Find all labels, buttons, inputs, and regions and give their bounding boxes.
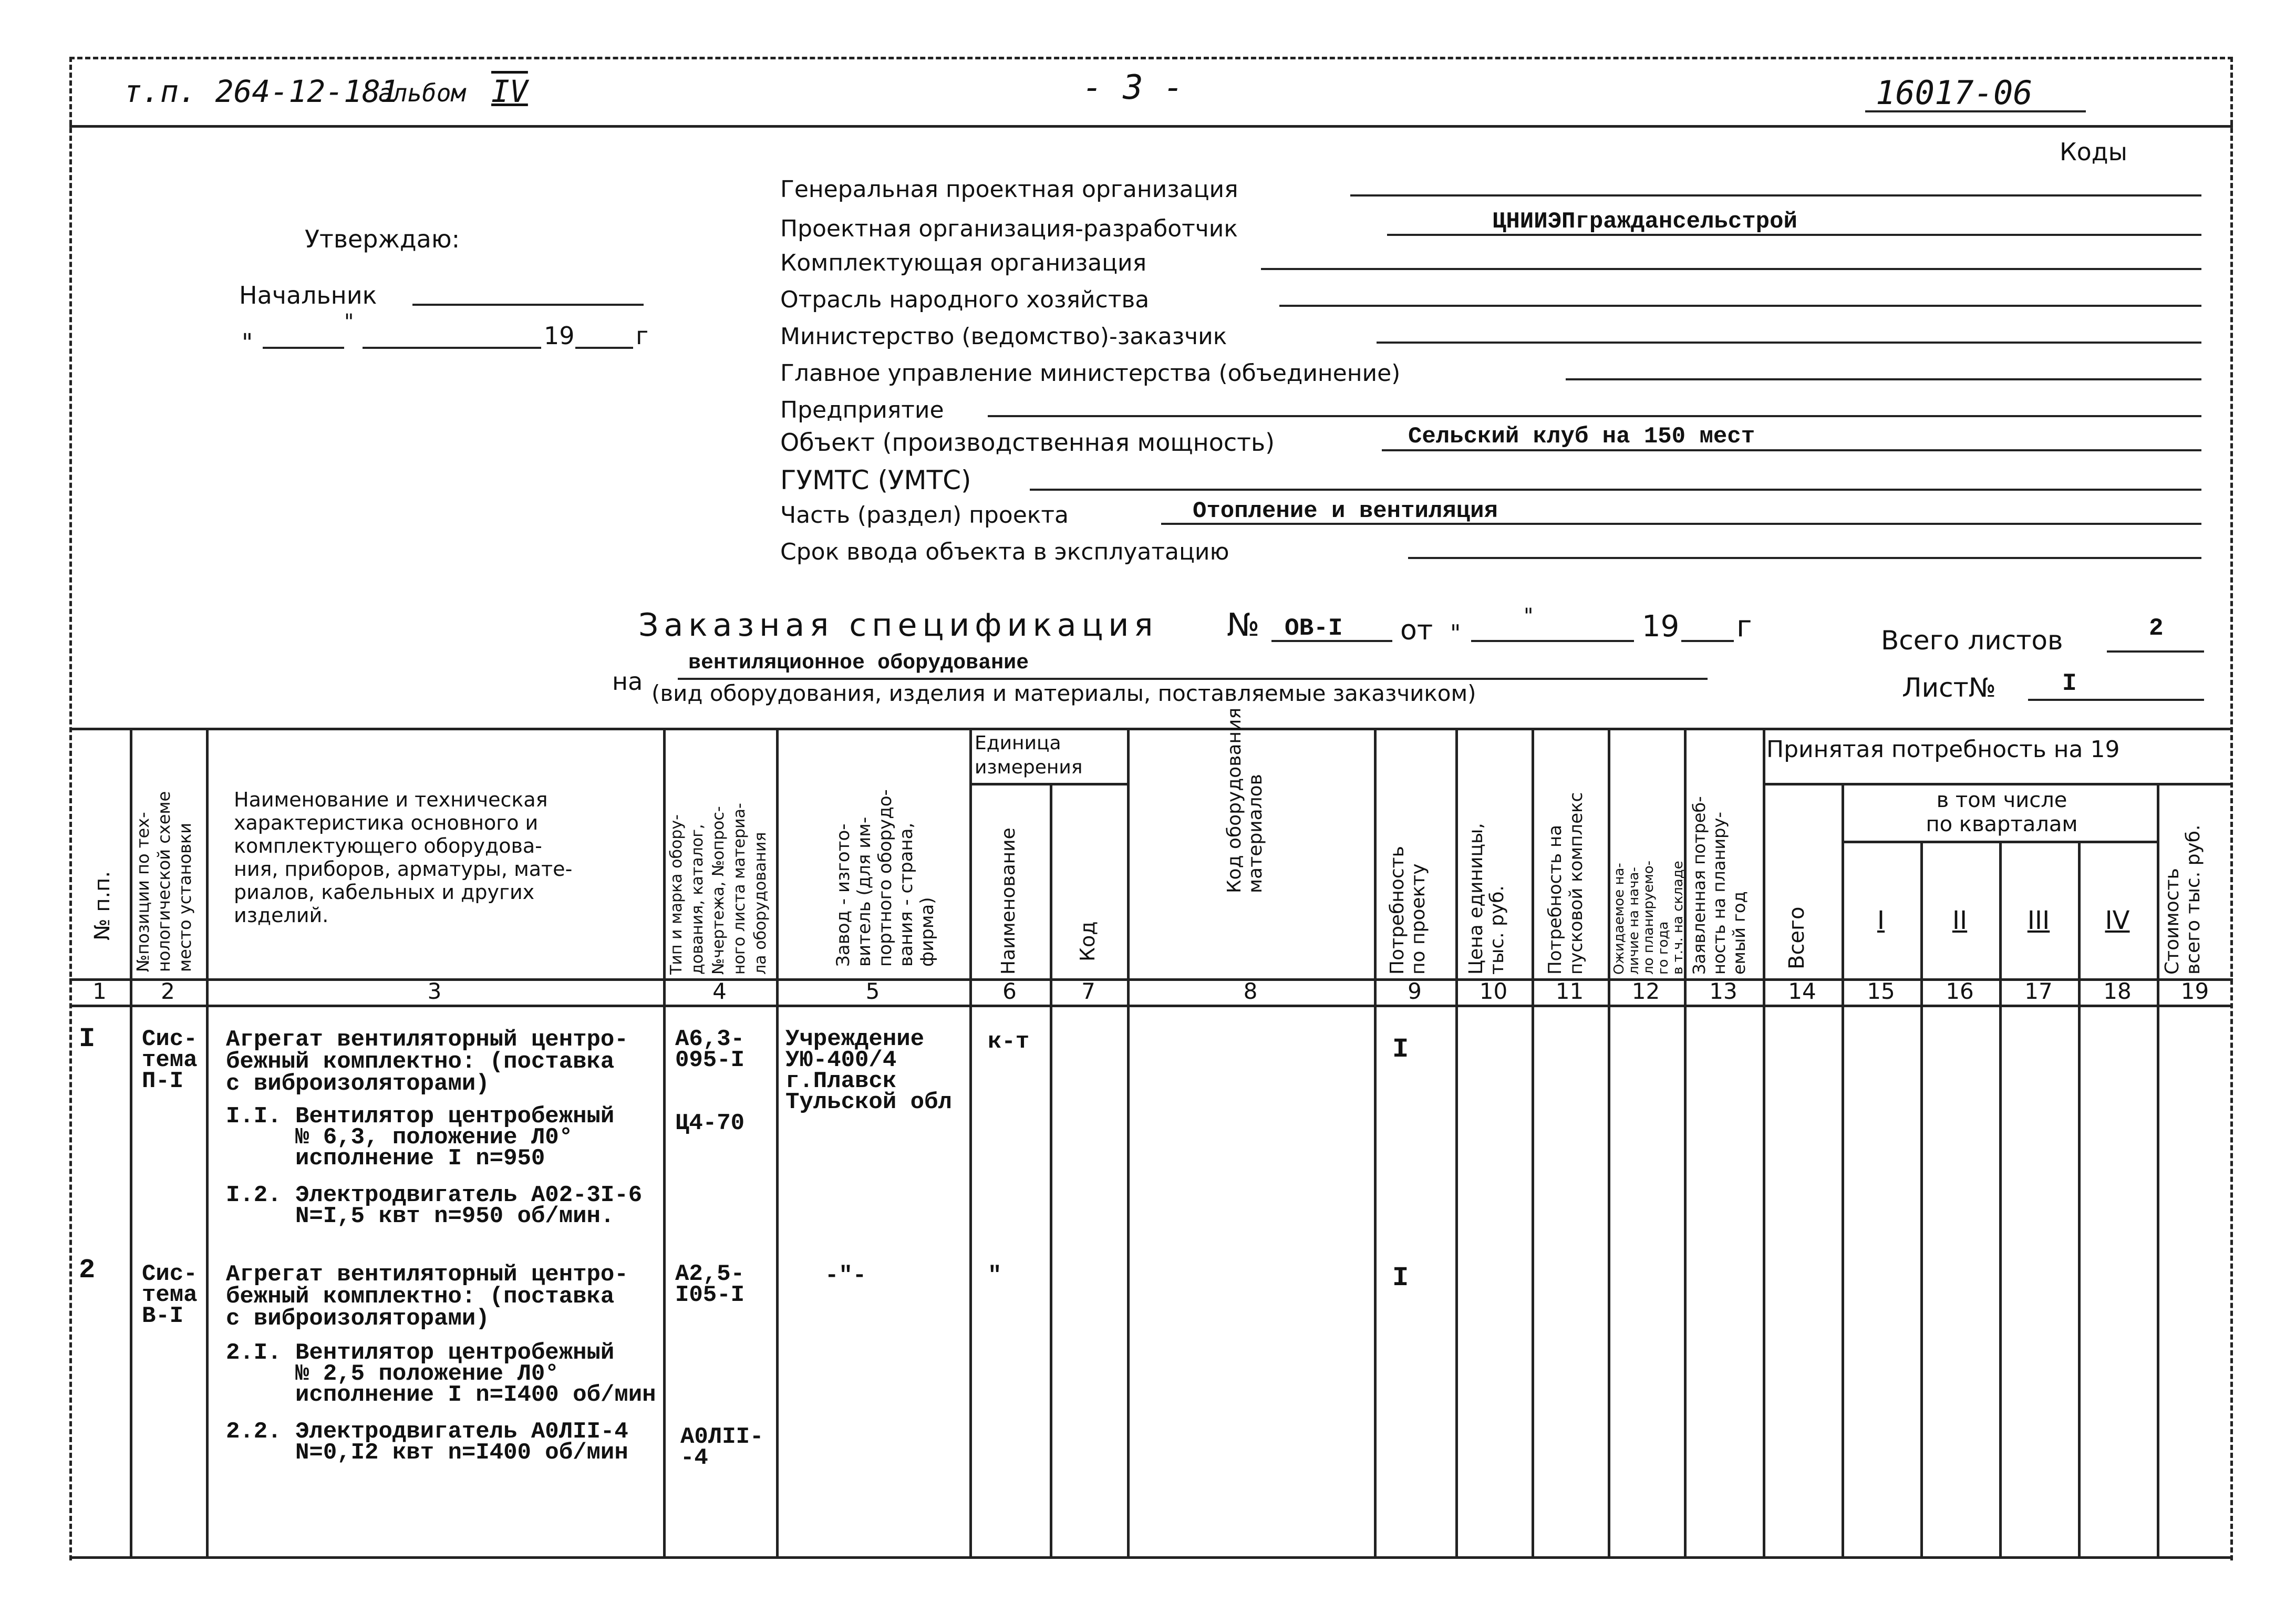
col-rule bbox=[2078, 841, 2081, 1558]
date-day-line bbox=[263, 347, 344, 349]
colnum: 12 bbox=[1631, 978, 1660, 1004]
spec-number: ОВ-I bbox=[1285, 615, 1343, 642]
colnum: 4 bbox=[712, 978, 727, 1004]
col-rule bbox=[1608, 728, 1610, 1558]
header-need: Потребность по проекту bbox=[1387, 846, 1429, 975]
header-no: № п.п. bbox=[90, 871, 115, 940]
col-rule bbox=[1050, 783, 1052, 1558]
spec-from-quote: " bbox=[1450, 620, 1461, 647]
spec-on-caption: (вид оборудования, изделия и материалы, поставляемые заказчиком) bbox=[651, 680, 1476, 706]
header-maker: Завод - изгото- витель (для им- портного оборудо- вания - страна, фирма) bbox=[833, 789, 938, 967]
header-declared: Заявленная потреб- ность на планиру- емый год bbox=[1689, 796, 1749, 975]
row-need: I bbox=[1392, 1034, 1409, 1065]
field-label: Комплектующая организация bbox=[780, 250, 1147, 276]
header-quarters: в том числе по кварталам bbox=[1926, 788, 2078, 836]
date-mid-quote: " bbox=[344, 310, 354, 334]
row-maker: -"- bbox=[825, 1263, 867, 1289]
sheet-number-label: Лист№ bbox=[1902, 673, 1996, 703]
spec-year-suffix: г bbox=[1736, 609, 1752, 644]
spec-title: Заказная спецификация bbox=[638, 607, 1159, 644]
colnum: 18 bbox=[2103, 978, 2132, 1004]
colnum: 8 bbox=[1243, 978, 1258, 1004]
colnum: 6 bbox=[1002, 978, 1017, 1004]
col-rule bbox=[1684, 728, 1687, 1558]
row-unit: к-т bbox=[988, 1029, 1030, 1055]
row-number: 2 bbox=[79, 1255, 96, 1286]
field-value: Отопление и вентиляция bbox=[1193, 498, 1498, 524]
codes-label: Коды bbox=[2060, 138, 2127, 166]
colnum: 15 bbox=[1867, 978, 1895, 1004]
colnum: 13 bbox=[1709, 978, 1737, 1004]
total-sheets-value: 2 bbox=[2149, 615, 2164, 642]
row-position: Сис- тема П-I bbox=[142, 1026, 198, 1094]
row-maker: Учреждение УЮ-400/4 г.Плавск Тульской обл bbox=[785, 1026, 952, 1115]
spec-on-line bbox=[678, 678, 1708, 680]
col-rule bbox=[1920, 841, 1923, 1558]
total-sheets-label: Всего листов bbox=[1881, 625, 2063, 656]
field-label: Срок ввода объекта в эксплуатацию bbox=[780, 539, 1229, 565]
row-sub-item: 2.2. Электродвигатель А0ЛII-4 N=0,I2 квт n=I400 об/мин bbox=[226, 1419, 628, 1466]
album-number: IV bbox=[491, 74, 528, 109]
col-rule bbox=[1374, 728, 1377, 1558]
col-rule bbox=[1842, 783, 1844, 1558]
field-line bbox=[1261, 268, 2201, 270]
colnum: 7 bbox=[1081, 978, 1095, 1004]
header-unit-code: Код bbox=[1076, 921, 1099, 961]
field-label: ГУМТС (УМТС) bbox=[780, 465, 971, 495]
colnum: 17 bbox=[2024, 978, 2053, 1004]
field-line bbox=[988, 415, 2201, 417]
col-rule bbox=[1455, 728, 1458, 1558]
approve-year: 19 bbox=[544, 322, 575, 350]
field-label: Генеральная проектная организация bbox=[780, 176, 1238, 203]
spec-from-label: от bbox=[1400, 615, 1433, 646]
date-open-quote: " bbox=[242, 328, 253, 357]
colnum: 10 bbox=[1479, 978, 1508, 1004]
field-label: Проектная организация-разработчик bbox=[780, 215, 1238, 242]
field-line bbox=[1408, 557, 2201, 559]
header-q1: I bbox=[1877, 906, 1885, 935]
col-rule bbox=[1127, 728, 1130, 1558]
row-name: Агрегат вентиляторный центро- бежный комплектно: (поставка с виброизоляторами) bbox=[226, 1262, 628, 1332]
header-q3: III bbox=[2027, 906, 2050, 935]
unit-header-rule bbox=[969, 783, 1127, 785]
colnum: 9 bbox=[1408, 978, 1422, 1004]
header-total: Всего bbox=[1785, 906, 1809, 969]
colnum: 11 bbox=[1555, 978, 1584, 1004]
date-month-line bbox=[363, 347, 541, 349]
spec-number-label: № bbox=[1227, 607, 1260, 644]
col-rule bbox=[1763, 728, 1765, 1558]
col-rule bbox=[1999, 841, 2002, 1558]
spec-on-value: вентиляционное оборудование bbox=[688, 652, 1029, 675]
header-accepted: Принятая потребность на 19 bbox=[1766, 736, 2120, 763]
field-label: Предприятие bbox=[780, 397, 944, 423]
field-line bbox=[1350, 194, 2201, 197]
colnum: 2 bbox=[161, 978, 175, 1004]
spec-number-line bbox=[1271, 640, 1392, 642]
row-type: А6,3- 095-I bbox=[675, 1026, 745, 1073]
spec-date-line bbox=[1471, 640, 1634, 642]
chief-label: Начальник bbox=[239, 281, 377, 309]
album-label: альбом bbox=[378, 79, 466, 107]
header-unit: Единица измерения bbox=[975, 732, 1083, 778]
header-unit-name: Наименование bbox=[998, 828, 1019, 975]
approve-year-line bbox=[575, 347, 633, 349]
header-price: Цена единицы, тыс. руб. bbox=[1465, 823, 1508, 975]
header-rule bbox=[69, 125, 2233, 128]
sheet-number-line bbox=[2028, 699, 2204, 701]
colnum: 14 bbox=[1788, 978, 1816, 1004]
spec-year-line bbox=[1681, 640, 1734, 642]
colnum-bottom-rule bbox=[69, 1005, 2233, 1007]
chief-line bbox=[412, 304, 644, 306]
header-material-code: Код оборудования материалов bbox=[1224, 707, 1266, 893]
colnum: 3 bbox=[427, 978, 442, 1004]
spec-on-label: на bbox=[612, 667, 643, 696]
header-cost: Стоимость всего тыс. руб. bbox=[2161, 824, 2204, 975]
spec-from-quote-2: " bbox=[1524, 604, 1534, 628]
col-rule bbox=[2157, 783, 2159, 1558]
field-label: Часть (раздел) проекта bbox=[780, 502, 1069, 529]
col-rule bbox=[663, 728, 666, 1558]
header-type: Тип и марка обору- дования, каталог, №чертежа, №опрос- ного листа материа- ла оборудования bbox=[667, 803, 770, 975]
table-bottom-rule bbox=[69, 1556, 2233, 1559]
colnum: 5 bbox=[865, 978, 880, 1004]
col-rule bbox=[206, 728, 209, 1558]
approve-title: Утверждаю: bbox=[305, 225, 460, 253]
colnum: 16 bbox=[1946, 978, 1974, 1004]
colnum: 19 bbox=[2180, 978, 2209, 1004]
field-label: Отрасль народного хозяйства bbox=[780, 286, 1150, 313]
row-sub-item: I.2. Электродвигатель А02-3I-6 N=I,5 квт n=950 об/мин. bbox=[226, 1182, 643, 1229]
field-line bbox=[1377, 342, 2201, 344]
header-q4: IV bbox=[2105, 906, 2130, 935]
header-launch-need: Потребность на пусковой комплекс bbox=[1545, 792, 1587, 975]
field-label: Объект (производственная мощность) bbox=[780, 428, 1275, 457]
row-unit: " bbox=[988, 1263, 1002, 1289]
row-sub-item: 2.I. Вентилятор центробежный № 2,5 положение Л0° исполнение I n=I400 об/мин bbox=[226, 1340, 656, 1408]
col-rule bbox=[1532, 728, 1534, 1558]
colnum: 1 bbox=[92, 978, 107, 1004]
field-value: ЦНИИЭПграждансельстрой bbox=[1492, 209, 1797, 235]
col-rule bbox=[969, 728, 972, 1558]
header-q2: II bbox=[1952, 906, 1968, 935]
page-number: - 3 - bbox=[1082, 68, 1184, 107]
row-position: Сис- тема В-I bbox=[142, 1261, 198, 1329]
field-line bbox=[1566, 378, 2201, 380]
accepted-header-rule bbox=[1763, 783, 2233, 785]
table-top-rule bbox=[69, 728, 2233, 730]
row-need: I bbox=[1392, 1263, 1409, 1294]
field-label: Главное управление министерства (объединение) bbox=[780, 360, 1401, 387]
field-line bbox=[1279, 305, 2201, 307]
row-name: Агрегат вентиляторный центро- бежный комплектно: (поставка с виброизоляторами) bbox=[226, 1027, 628, 1097]
field-value: Сельский клуб на 150 мест bbox=[1408, 423, 1755, 450]
approve-year-suffix: г bbox=[636, 322, 649, 350]
total-sheets-line bbox=[2107, 650, 2204, 653]
project-stamp: т.п. 264-12-181 bbox=[123, 74, 399, 109]
col-rule bbox=[776, 728, 779, 1558]
row-sub-item: I.I. Вентилятор центробежный № 6,3, положение Л0° исполнение I n=950 bbox=[226, 1103, 615, 1172]
header-name: Наименование и техническая характеристика основного и комплектующего оборудова- ния, приборов, арматуры, мате- риалов, кабельных и других изделий. bbox=[234, 788, 573, 927]
field-line bbox=[1030, 489, 2201, 491]
row-number: I bbox=[79, 1023, 96, 1054]
header-expected: Ожидаемое на- личие на нача- ло планируемо- го года в т.ч. на складе bbox=[1611, 860, 1686, 975]
row-type: А2,5- I05-I bbox=[675, 1261, 745, 1308]
row-type-2: Ц4-70 bbox=[675, 1110, 745, 1136]
row-type-2: А0ЛII- -4 bbox=[680, 1424, 764, 1471]
sheet-number-value: I bbox=[2062, 670, 2077, 697]
spec-year: 19 bbox=[1642, 609, 1680, 644]
code-underline bbox=[1865, 110, 2086, 112]
header-position: №позиции по тех- нологической схеме место установки bbox=[133, 791, 195, 972]
field-label: Министерство (ведомство)-заказчик bbox=[780, 323, 1227, 350]
document-code: 16017-06 bbox=[1876, 74, 2033, 112]
